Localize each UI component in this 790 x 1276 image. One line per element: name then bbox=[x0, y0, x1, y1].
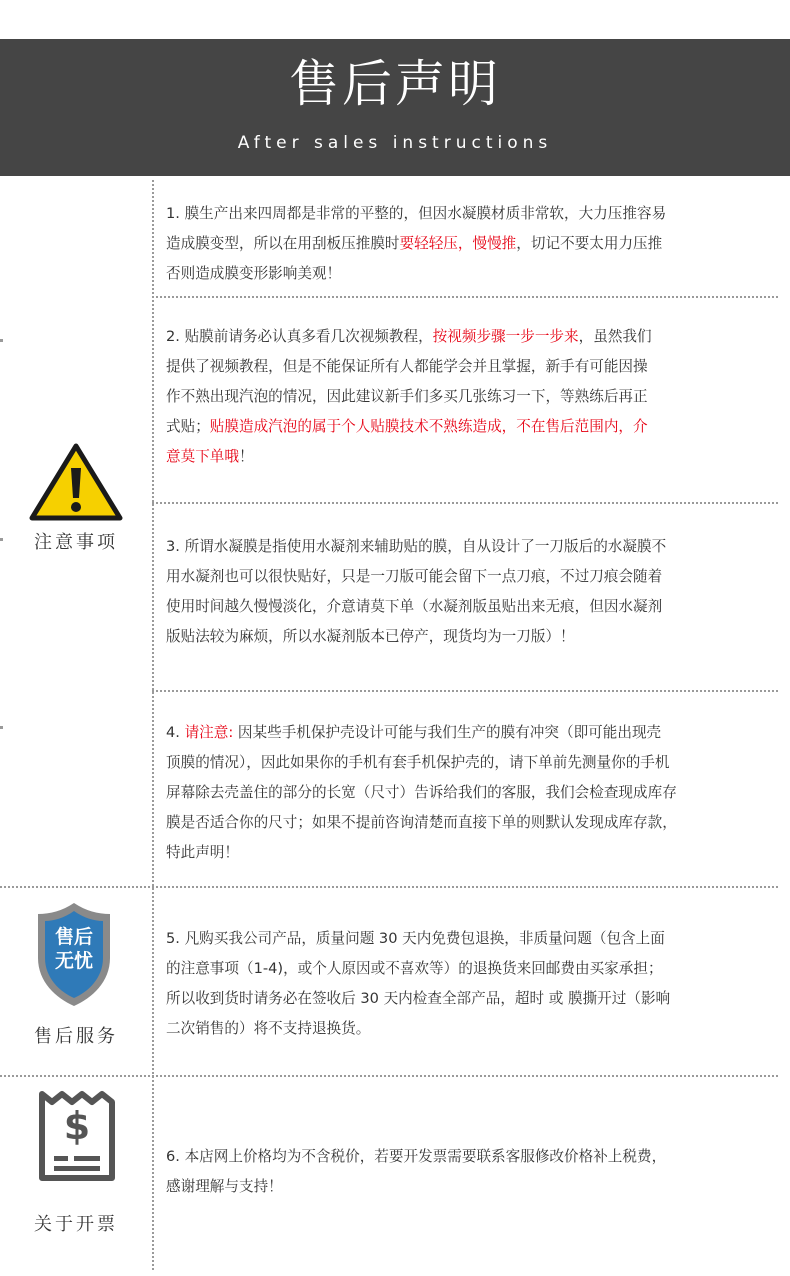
warning-icon bbox=[28, 442, 124, 522]
item-6-text: 6. 本店网上价格均为不含税价，若要开发票需要联系客服修改价格补上税费， 感谢理解与支持！ bbox=[166, 1148, 667, 1195]
row-divider-1 bbox=[152, 296, 778, 298]
item-4-number: 4. bbox=[166, 724, 185, 741]
notice-label: 注意事项 bbox=[34, 532, 118, 553]
notice-item-2 bbox=[166, 322, 788, 472]
item-2-text: 2. 贴膜前请务必认真多看几次视频教程， bbox=[166, 328, 433, 345]
item-2-text-end: ！ bbox=[238, 448, 254, 465]
item-1-text: 1. 膜生产出来四周都是非常的平整的，但因水凝膜材质非常软，大力压推容易 造成膜变型，所以在用刮板压推膜时 bbox=[166, 205, 667, 252]
shield-text-2: 无忧 bbox=[54, 950, 93, 972]
page-title: 售后声明 bbox=[289, 55, 501, 113]
invoice-label: 关于开票 bbox=[34, 1214, 118, 1235]
page-subtitle: After sales instructions bbox=[237, 133, 553, 153]
invoice-item-6 bbox=[166, 1142, 788, 1202]
row-divider-5 bbox=[0, 1075, 778, 1077]
row-divider-2 bbox=[152, 502, 778, 504]
shield-badge bbox=[34, 900, 114, 1008]
shield-text-1: 售后 bbox=[54, 926, 93, 948]
item-2-highlight-2: 贴膜造成汽泡的属于个人贴膜技术不熟练造成，不在售后范围内，介 意莫下单哦 bbox=[166, 418, 648, 465]
edge-mark bbox=[0, 339, 3, 342]
item-1-highlight: 要轻轻压，慢慢推 bbox=[399, 235, 517, 252]
item-3-text: 3. 所谓水凝膜是指使用水凝剂来辅助贴的膜，自从设计了一刀版后的水凝膜不 用水凝剂也可以很快贴好，只是一刀版可能会留下一点刀痕，不过刀痕会随着 使用时间越久慢慢淡化，介意请莫下单（水凝剂版虽贴出来无痕，但因水凝剂 版贴法较为麻烦，所以水凝剂版本已停产，现货均为一刀版）！ bbox=[166, 538, 667, 645]
item-5-text: 5. 凡购买我公司产品，质量问题 30 天内免费包退换，非质量问题（包含上面 的注意事项（1-4)，或个人原因或不喜欢等）的退换货来回邮费由买家承担； 所以收到货时请务必在签收后 30 天内检查全部产品，超时 或 膜撕开过（影响 二次销售的）将不支持退换货。 bbox=[166, 930, 671, 1037]
receipt-badge bbox=[36, 1090, 118, 1182]
notice-item-1 bbox=[166, 199, 788, 289]
column-divider bbox=[152, 180, 154, 1270]
row-divider-4 bbox=[0, 886, 778, 888]
item-2-highlight-1: 按视频步骤一步一步来 bbox=[432, 328, 579, 345]
item-4-text: 因某些手机保护壳设计可能与我们生产的膜有冲突（即可能出现壳 顶膜的情况），因此如果你的手机有套手机保护壳的，请下单前先测量你的手机 屏幕除去壳盖住的部分的长宽（尺寸）告诉给我们的客服，我们会检查现成库存 膜是否适合你的尺寸；如果不提前咨询清楚而直接下单的则默认发现成库存款， 特此声明！ bbox=[166, 724, 677, 861]
item-2-text-cont: ，虽然我们 提供了视频教程，但是不能保证所有人都能学会并且掌握，新手有可能因操 作不熟出现汽泡的情况，因此建议新手们多买几张练习一下，等熟练后再正 式贴； bbox=[166, 328, 652, 435]
item-4-highlight: 请注意: bbox=[184, 724, 234, 741]
service-item-5 bbox=[166, 924, 788, 1044]
edge-mark bbox=[0, 726, 3, 729]
dollar-icon: $ bbox=[63, 1104, 91, 1148]
notice-item-3 bbox=[166, 532, 788, 652]
item-1-text-cont: ，切记不要太用力压推 否则造成膜变形影响美观！ bbox=[166, 235, 663, 282]
service-label: 售后服务 bbox=[34, 1026, 118, 1047]
row-divider-3 bbox=[152, 690, 778, 692]
header-banner bbox=[0, 39, 790, 176]
notice-item-4 bbox=[166, 718, 788, 868]
